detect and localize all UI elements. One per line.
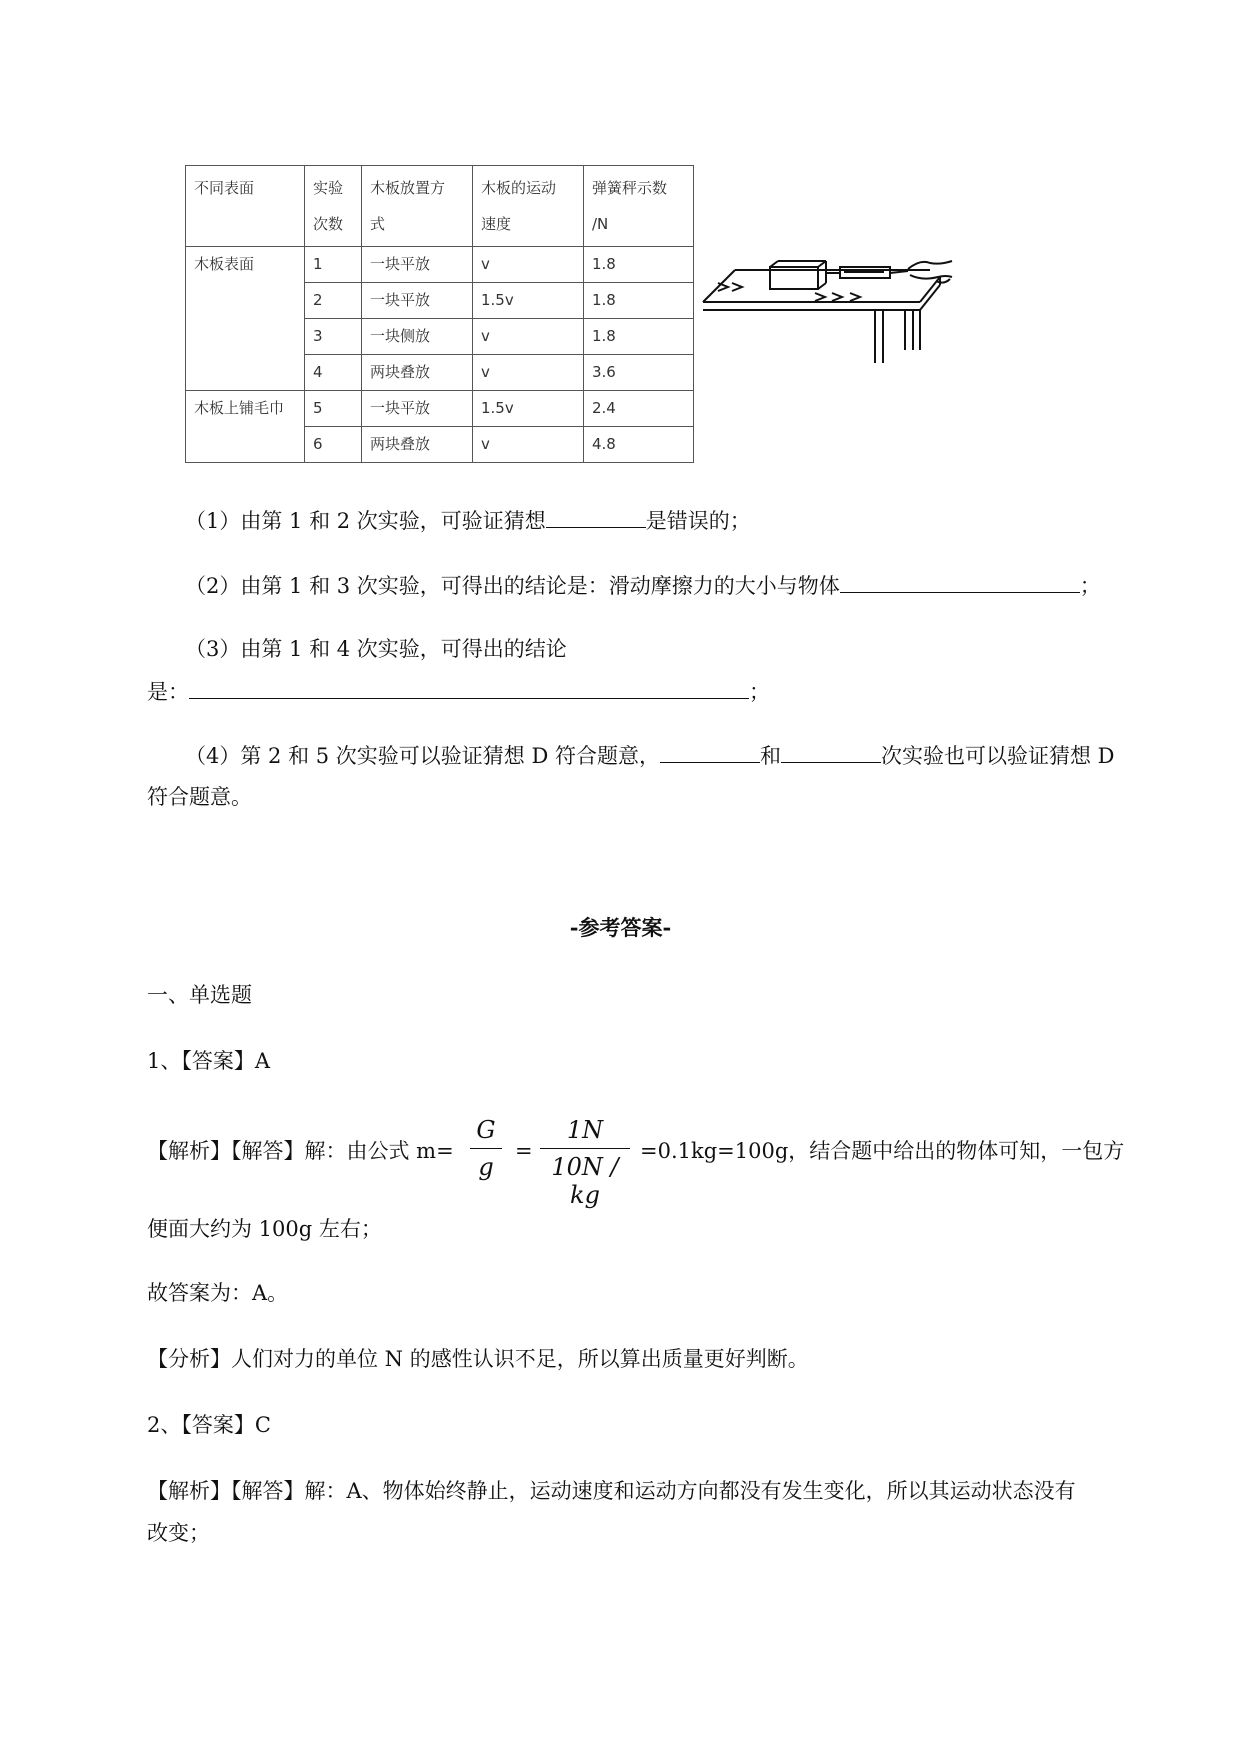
- table-cell: 5: [305, 391, 362, 427]
- question-2: （2）由第 1 和 3 次实验，可得出的结论是：滑动摩擦力的大小与物体 ；: [185, 570, 1101, 601]
- question-4-line2: 符合题意。: [147, 785, 252, 809]
- group-wood-surface: 木板表面: [186, 247, 305, 391]
- table-row: [186, 247, 694, 283]
- header-speed: 木板的运动 速度: [473, 166, 584, 247]
- table-header-row: [186, 166, 694, 247]
- table-cell: 1.5v: [473, 391, 584, 427]
- experiment-apparatus-illustration: [700, 255, 970, 367]
- table-cell: 1.8: [584, 283, 694, 319]
- experiment-table: [185, 165, 694, 463]
- answer-1-label: 1、【答案】A: [147, 1049, 271, 1073]
- question-1: （1）由第 1 和 2 次实验，可验证猜想 是错误的；: [185, 505, 751, 536]
- answers-title: -参考答案-: [569, 915, 672, 940]
- header-placement: 木板放置方 式: [362, 166, 473, 247]
- table-cell: 两块叠放: [362, 355, 473, 391]
- table-cell: 一块平放: [362, 391, 473, 427]
- question-4: （4）第 2 和 5 次实验可以验证猜想 D 符合题意， 和 次实验也可以验证猜想 D: [185, 740, 1115, 771]
- question-3-line2: 是： ；: [147, 676, 770, 707]
- table-cell: v: [473, 247, 584, 283]
- question-3: （3）由第 1 和 4 次实验，可得出的结论: [185, 637, 567, 661]
- answer-blank[interactable]: [840, 570, 1080, 593]
- fraction-1n-over-10nkg: 1N 10N / kg: [540, 1116, 630, 1209]
- table-cell: 两块叠放: [362, 427, 473, 463]
- header-reading: 弹簧秤示数 /N: [584, 166, 694, 247]
- table-cell: 2.4: [584, 391, 694, 427]
- table-cell: v: [473, 319, 584, 355]
- answer-blank[interactable]: [189, 676, 749, 699]
- table-cell: v: [473, 427, 584, 463]
- answer-1-analysis-cont: =0.1kg=100g，结合题中给出的物体可知，一包方: [640, 1139, 1125, 1163]
- header-surface: 不同表面: [186, 166, 305, 247]
- section-heading: 一、单选题: [147, 983, 252, 1007]
- table-cell: 3: [305, 319, 362, 355]
- answer-1-analysis: 【解析】【解答】解：由公式 m=: [147, 1139, 454, 1163]
- answer-1-result: 故答案为：A。: [147, 1281, 289, 1305]
- answer-1-analysis-line2: 便面大约为 100g 左右；: [147, 1217, 382, 1241]
- table-row: [186, 391, 694, 427]
- table-cell: 1.8: [584, 247, 694, 283]
- table-cell: 一块侧放: [362, 319, 473, 355]
- answer-blank[interactable]: [660, 740, 760, 763]
- table-cell: 4: [305, 355, 362, 391]
- answer-1-fenxi: 【分析】人们对力的单位 N 的感性认识不足，所以算出质量更好判断。: [147, 1347, 809, 1371]
- answer-blank[interactable]: [546, 505, 646, 528]
- answer-2-label: 2、【答案】C: [147, 1413, 271, 1437]
- answer-2-analysis-line2: 改变；: [147, 1521, 210, 1545]
- table-cell: 3.6: [584, 355, 694, 391]
- table-cell: 1: [305, 247, 362, 283]
- table-cell: v: [473, 355, 584, 391]
- fraction-g-over-g: G g: [470, 1116, 502, 1181]
- equals-sign: =: [515, 1139, 533, 1163]
- answer-blank[interactable]: [781, 740, 881, 763]
- table-cell: 6: [305, 427, 362, 463]
- table-cell: 1.8: [584, 319, 694, 355]
- table-cell: 1.5v: [473, 283, 584, 319]
- group-towel-surface: 木板上铺毛巾: [186, 391, 305, 463]
- table-cell: 一块平放: [362, 247, 473, 283]
- header-trial: 实验 次数: [305, 166, 362, 247]
- answer-2-analysis: 【解析】【解答】解：A、物体始终静止，运动速度和运动方向都没有发生变化，所以其运动状态没有: [147, 1479, 1076, 1503]
- table-cell: 2: [305, 283, 362, 319]
- table-cell: 一块平放: [362, 283, 473, 319]
- table-cell: 4.8: [584, 427, 694, 463]
